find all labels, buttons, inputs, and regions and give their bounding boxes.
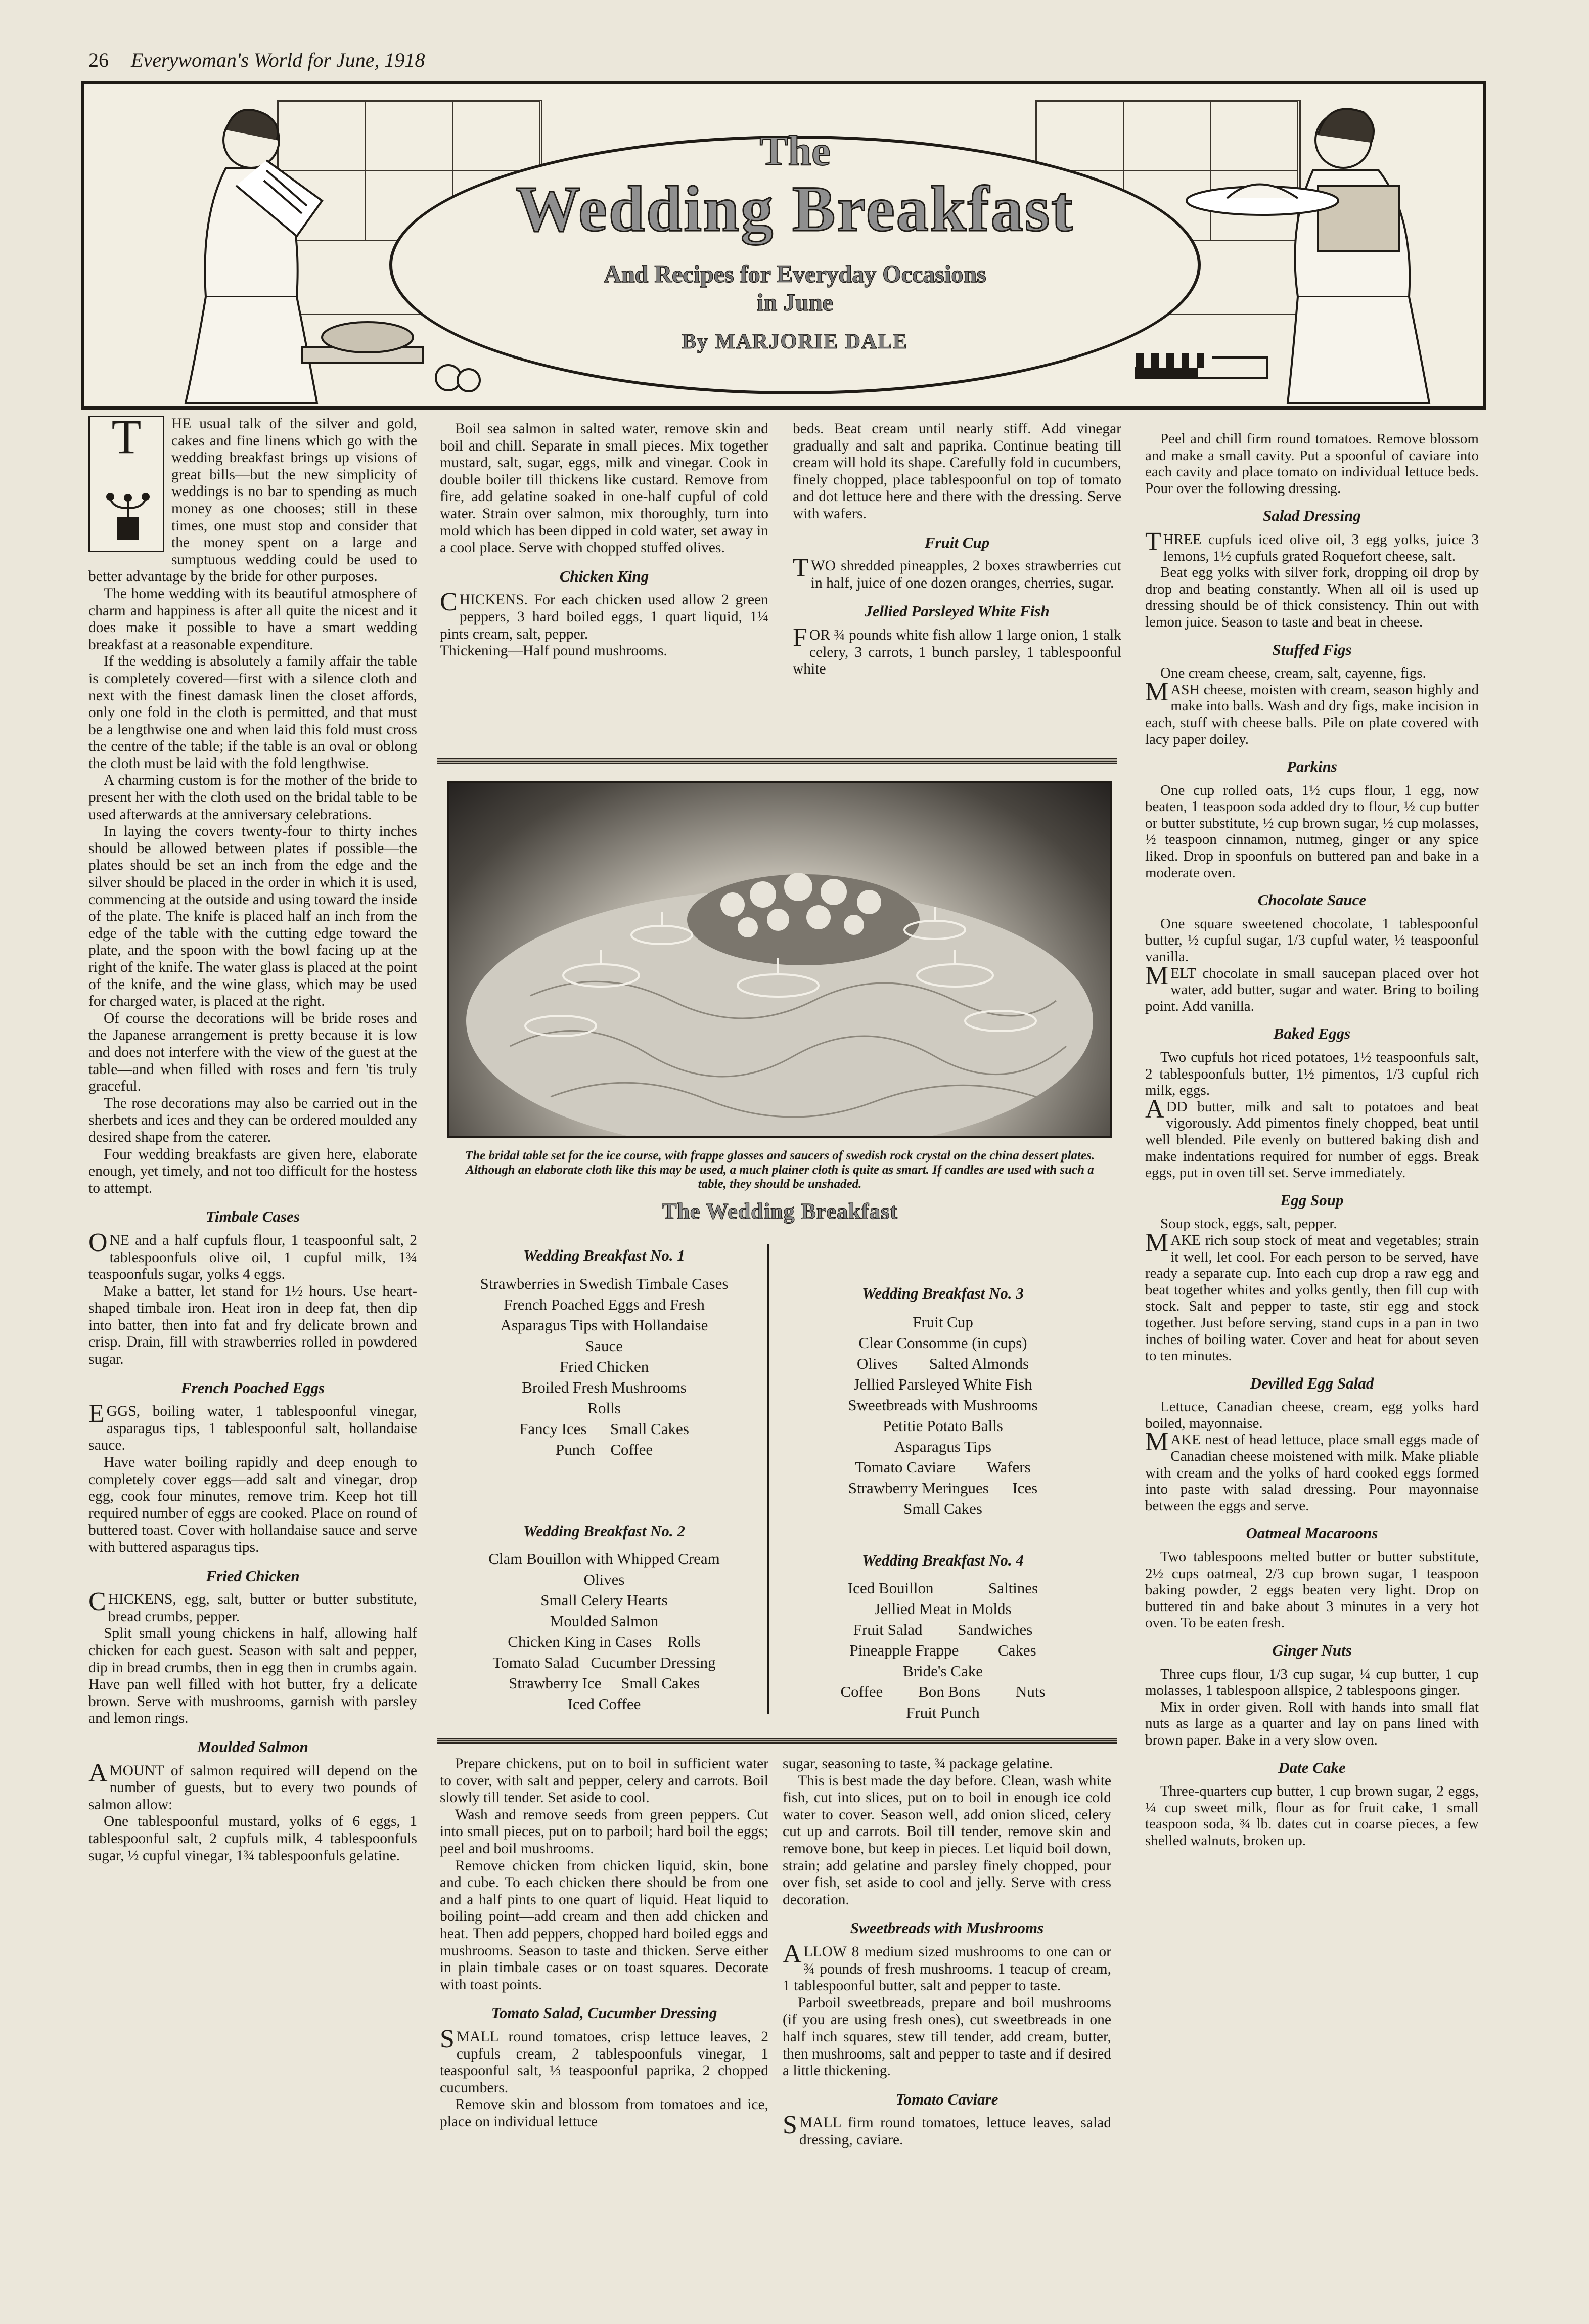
menu-item: Punch [555, 1441, 595, 1458]
subtitle [389, 260, 1201, 317]
recipe-heading: Egg Soup [1280, 1191, 1344, 1209]
recipe-text: MALL firm round tomatoes, lettuce leaves, salad dressing, caviare. [799, 2115, 1111, 2148]
recipe-method [1145, 677, 1479, 747]
intro-paragraph: HE usual talk of the silver and gold, cakes and fine linens which go with the wedding breakfast brings up visions of great bills—but the new simplicity of weddings is no bar to spending as much money as one chooses; still in these times, one must stop and consider that the money spent on a large and sumptuous wedding could be used to better advantage by the bride for other purposes. [88, 416, 417, 585]
menu-item: Petitie Potato Balls [883, 1417, 1003, 1435]
recipe-method: Parboil sweetbreads, prepare and boil mushrooms (if you are using fresh ones), cut sweetbreads in one half inch squares, stew till tender, add cream, butter, then mushrooms, salt and pepper to taste and if desired a little thickening. [783, 1994, 1111, 2079]
recipe-heading: Jellied Parsleyed White Fish [865, 602, 1050, 620]
menu-item-pair [440, 1418, 768, 1439]
recipe-method: Beat egg yolks with silver fork, dropping oil drop by drop and beating constantly. When all oil is used up dressing should be of thick consistency. Thin out with lemon juice. Season to taste and beat in cheese. [1145, 564, 1479, 630]
recipe-ingredients [88, 1228, 417, 1283]
menu-item: Clear Consomme (in cups) [858, 1334, 1027, 1352]
recipe-ingredients [1145, 527, 1479, 564]
menu-item: Sauce [585, 1337, 623, 1355]
candelabra-icon [103, 490, 153, 546]
section-rule [437, 1738, 1117, 1744]
column-3-top [793, 421, 1121, 678]
menu-item-pair [779, 1640, 1107, 1661]
menu-item: Bon Bons [918, 1683, 981, 1701]
recipe-method: Mix in order given. Roll with hands into small flat nuts as large as a quarter and lay on pans lined with brown paper. Bake in a very slow oven. [1145, 1699, 1479, 1748]
menu-item: Moulded Salmon [550, 1612, 659, 1630]
paragraph: Of course the decorations will be bride roses and the Japanese arrangement is pretty because it is low and does not interfere with the view of the guest at the table—and when filled with roses and fern 'tis truly graceful. [88, 1010, 417, 1095]
byline: By MARJORIE DALE [682, 330, 909, 353]
menu-item: Nuts [1015, 1683, 1046, 1701]
dropcap-small: T [1145, 527, 1161, 556]
recipe-ingredients [783, 1939, 1111, 1995]
menu-heading: Wedding Breakfast No. 4 [862, 1551, 1024, 1569]
recipe-ingredients [783, 2111, 1111, 2149]
menu-item-pair [779, 1619, 1107, 1640]
dropcap-box [88, 410, 164, 552]
menu-item: Small Celery Hearts [540, 1591, 668, 1609]
menu-item: Iced Coffee [567, 1695, 641, 1713]
recipe-heading: Timbale Cases [206, 1208, 300, 1226]
dropcap-small: S [440, 2024, 455, 2053]
recipe-heading: Chicken King [559, 567, 649, 585]
page-number: 26 [88, 49, 109, 71]
dropcap-small: E [88, 1399, 105, 1428]
recipe-method: Split small young chickens in half, allowing half chicken for each guest. Season with salt and pepper, dip in bread crumbs, then in egg then in crumbs again. Have pan well filled with hot butter, fry a delicate brown. Serve with mushrooms, garnish with parsley and lemon rings. [88, 1625, 417, 1727]
dropcap-small: A [88, 1758, 108, 1787]
paragraph: Peel and chill firm round tomatoes. Remove blossom and make a small cavity. Put a spoonful of caviare into each cavity and place tomato on individual lettuce beds. Pour over the following dressing. [1145, 431, 1479, 497]
recipe-method [1145, 1427, 1479, 1514]
menu-item: Fried Chicken [559, 1358, 649, 1375]
menu-item: Olives [856, 1355, 898, 1372]
recipe-heading: Sweetbreads with Mushrooms [850, 1919, 1044, 1937]
menu-2-items [440, 1548, 768, 1714]
menu-item-pair [779, 1478, 1107, 1498]
menu-item: Jellied Meat in Molds [874, 1600, 1012, 1618]
menu-item: Pineapple Frappe [849, 1641, 959, 1659]
recipe-text: DD butter, milk and salt to potatoes and beat vigorously. Add pimentos finely chopped, beat until well blended. Pile evenly on buttered baking dish and make indentations required for number of eggs. Break eggs, put in oven till set. Serve immediately. [1145, 1098, 1479, 1181]
menu-item: Strawberries in Swedish Timbale Cases [480, 1275, 729, 1292]
title-the: The [759, 127, 831, 174]
recipe-text: OR ¾ pounds white fish allow 1 large onion, 1 stalk celery, 3 carrots, 1 bunch parsley, 1 tablespoonful white [793, 627, 1121, 678]
recipe-ingredients [88, 1399, 417, 1454]
menu-item: Salted Almonds [929, 1355, 1029, 1372]
dropcap-small: A [1145, 1094, 1164, 1124]
recipe-text: NE and a half cupfuls flour, 1 teaspoonful salt, 2 tablespoonfuls olive oil, 1 cupful milk, 1¾ teaspoonfuls sugar, yolks 4 eggs. [88, 1232, 417, 1283]
recipe-heading: Salad Dressing [1263, 507, 1361, 525]
menu-item: Jellied Parsleyed White Fish [853, 1375, 1032, 1393]
menu-1-items [440, 1273, 768, 1460]
recipe-heading: Chocolate Sauce [1257, 891, 1367, 909]
dropcap-small: O [88, 1228, 108, 1257]
section-rule [437, 758, 1117, 764]
menu-item-pair [440, 1652, 768, 1673]
dropcap-small: M [1145, 677, 1169, 706]
menu-item: French Poached Eggs and Fresh [504, 1295, 705, 1313]
menu-heading: Wedding Breakfast No. 1 [523, 1246, 685, 1264]
menu-item-triple [779, 1681, 1107, 1702]
recipe-method [1145, 1228, 1479, 1364]
paragraph: Wash and remove seeds from green peppers. Cut into small pieces, put on to parboil; hard boil the eggs; peel and boil mushrooms. [440, 1806, 768, 1857]
menu-item-pair [779, 1578, 1107, 1598]
menu-item: Small Cakes [621, 1674, 700, 1692]
recipe-text: HREE cupfuls iced olive oil, 3 egg yolks, juice 3 lemons, 1½ cupfuls grated Roquefort cheese, salt. [1163, 531, 1479, 564]
recipe-text: AKE nest of head lettuce, place small eggs made of Canadian cheese moistened with milk. Make pliable with cream and the yolks of hard cooked eggs formed into paste with salad dressing. Pour mayonnaise between the eggs and serve. [1145, 1432, 1479, 1514]
menu-item: Olives [583, 1571, 625, 1588]
dropcap-small: T [793, 554, 809, 583]
recipe-method: Thickening—Half pound mushrooms. [440, 643, 667, 659]
dropcap-small: M [1145, 1228, 1169, 1257]
menu-item: Broiled Fresh Mushrooms [522, 1378, 687, 1396]
recipe-method [1145, 1094, 1479, 1181]
menu-item: Rolls [587, 1399, 621, 1417]
recipe-heading: Date Cake [1278, 1758, 1346, 1776]
table-setting-illustration [449, 783, 1110, 1136]
menu-item: Coffee [840, 1683, 883, 1701]
recipe-heading: French Poached Eggs [180, 1378, 325, 1397]
recipe-heading: Tomato Salad, Cucumber Dressing [491, 2004, 717, 2022]
menu-item: Fancy Ices [519, 1420, 587, 1438]
menus-title: The Wedding Breakfast [662, 1199, 898, 1224]
menu-item-pair [779, 1353, 1107, 1374]
recipe-text: AKE rich soup stock of meat and vegetables; strain it well, let cool. For each person to be served, have ready a separate cup. Into each cup drop a raw egg and beat together whites and yolks gently, then fill cup with stock. Salt and pepper to taste, stir egg and stock together. Just before serving, stand cups in a pan in two inches of boiling water. Cover and heat for about seven to ten minutes. [1145, 1232, 1479, 1364]
recipe-method: Remove skin and blossom from tomatoes and ice, place on individual lettuce [440, 2096, 768, 2130]
subtitle-line-1: And Recipes for Everyday Occasions [604, 261, 986, 288]
menu-item: Cucumber Dressing [591, 1653, 716, 1671]
dropcap-small: M [1145, 1427, 1169, 1457]
menu-item: Saltines [988, 1579, 1038, 1597]
menu-item-pair [440, 1439, 768, 1460]
recipe-heading: Moulded Salmon [197, 1737, 308, 1756]
recipe-method: One tablespoonful mustard, yolks of 6 eggs, 1 tablespoonful salt, 2 cupfuls milk, 4 tablespoonfuls sugar, ½ cupful vinegar, 1¾ tablespoonfuls gelatine. [88, 1813, 417, 1864]
menu-item: Iced Bouillon [847, 1579, 934, 1597]
recipe-text: WO shredded pineapples, 2 boxes strawberries cut in half, juice of one dozen oranges, cherries, sugar. [810, 558, 1121, 591]
paragraph: sugar, seasoning to taste, ¾ package gelatine. [783, 1756, 1053, 1772]
recipe-heading: Parkins [1287, 757, 1337, 776]
paragraph: Prepare chickens, put on to boil in sufficient water to cover, with salt and pepper, celery and carrots. Boil slowly till tender. Set aside to cool. [440, 1756, 768, 1806]
column-2-bottom [440, 1756, 768, 2130]
recipe-ingredients [88, 1758, 417, 1814]
menu-heading: Wedding Breakfast No. 3 [862, 1284, 1024, 1302]
menu-3-items [779, 1312, 1107, 1519]
menu-item: Bride's Cake [903, 1662, 983, 1680]
recipe-ingredients: One square sweetened chocolate, 1 tablespoonful butter, ½ cupful sugar, 1/3 cupful water, ½ teaspoonful vanilla. [1145, 915, 1479, 965]
recipe-heading: Stuffed Figs [1272, 640, 1352, 658]
bridal-table-photo [447, 781, 1112, 1138]
recipe-text: HICKENS. For each chicken used allow 2 green peppers, 3 hard boiled eggs, 1 quart liquid, 1¼ pints cream, salt, pepper. [440, 592, 768, 642]
recipe-ingredients: Two cupfuls hot riced potatoes, 1½ teaspoonfuls salt, 2 tablespoonfuls butter, 1½ pimentos, 1/3 cupful rich milk, eggs. [1145, 1049, 1479, 1099]
magazine-date: Everywoman's World for June, 1918 [131, 49, 425, 71]
recipe-ingredients [88, 1587, 417, 1625]
paragraph: In laying the covers twenty-four to thirty inches should be allowed between plates if possible—the plates should be set an inch from the edge and the silver should be placed in the order in which it is used, commencing at the outside and using toward the inside of the plate. The knife is placed half an inch from the edge of the table with the cutting edge toward the plate, and the spoon with the bowl facing up at the right of the knife. The water glass is placed at the point of the knife, and the wine glass, which may be used for charged water, is placed at the right. [88, 823, 417, 1010]
menu-item: Strawberry Ice [509, 1674, 602, 1692]
menu-item: Fruit Cup [913, 1313, 973, 1331]
menu-item: Strawberry Meringues [848, 1479, 989, 1497]
recipe-heading: Ginger Nuts [1272, 1641, 1352, 1659]
menu-item-pair [440, 1631, 768, 1652]
paragraph: A charming custom is for the mother of the bride to present her with the cloth used on the bridal table to be used afterwards at the anniversary celebrations. [88, 772, 417, 823]
dropcap-letter: T [111, 410, 142, 464]
menu-item: Small Cakes [903, 1500, 982, 1517]
recipe-text: MALL round tomatoes, crisp lettuce leaves, 2 cupfuls cream, 2 tablespoonfuls vinegar, 1 teaspoonful salt, ⅓ teaspoonful paprika, 2 chopped cucumbers. [440, 2028, 768, 2096]
photo-caption: The bridal table set for the ice course, with frappe glasses and saucers of swedish rock crystal on the china dessert plates. Although an elaborate cloth like this may be used, a much plainer cloth is quite as smart. If candles are used with such a table, they should be unshaded. [465, 1149, 1095, 1191]
dropcap-small: F [793, 622, 807, 652]
menu-4-items [779, 1578, 1107, 1723]
paragraph: Boil sea salmon in salted water, remove skin and boil and chill. Separate in small pieces. Mix together mustard, salt, sugar, eggs, milk and vinegar. Cook in double boiler till thickens like custard. Remove from fire, add gelatine soaked in one-half cupful of cold water. Strain over salmon, mix thoroughly, turn into mold which has been dipped in cold water, set away in a cool place. Serve with chopped stuffed olives. [440, 421, 768, 556]
menu-item: Tomato Salad [492, 1653, 579, 1671]
column-2-top [440, 421, 768, 660]
column-4 [1145, 431, 1479, 1849]
recipe-ingredients [793, 622, 1121, 678]
menu-item: Cakes [997, 1641, 1036, 1659]
menu-item: Chicken King in Cases [508, 1633, 652, 1650]
paragraph: The home wedding with its beautiful atmosphere of charm and happiness is after all quite the nicest and it does make it possible to have a smart wedding breakfast at a reasonable expenditure. [88, 585, 417, 653]
menu-item: Asparagus Tips [894, 1438, 992, 1455]
recipe-heading: Oatmeal Macaroons [1246, 1524, 1378, 1542]
recipe-text: MOUNT of salmon required will depend on the number of guests, but to every two pounds of salmon allow: [88, 1762, 417, 1813]
dropcap-small: C [88, 1587, 106, 1617]
subtitle-line-2: in June [757, 289, 833, 316]
recipe-method: Make a batter, let stand for 1½ hours. Use heart-shaped timbale iron. Heat iron in deep fat, then dip into batter, then into fat and fry delicate brown and crisp. Drain, fill with strawberries rolled in powdered sugar. [88, 1283, 417, 1368]
menu-item: Tomato Caviare [855, 1458, 956, 1476]
running-head [88, 48, 425, 72]
recipe-method [1145, 961, 1479, 1015]
menu-item: Asparagus Tips with Hollandaise [500, 1316, 708, 1334]
paragraph: Remove chicken from chicken liquid, skin, bone and cube. To each chicken there should be from one and a half pints to one quart of liquid. Heat liquid to boiling point—add cream and then add chicken and heat. Then add peppers, chopped hard boiled eggs and mushrooms. Season to taste and thicken. Serve either in plain timbale cases or on toast squares. Decorate with toast points. [440, 1857, 768, 1993]
menu-item: Rolls [667, 1633, 701, 1650]
recipe-heading: Fruit Cup [924, 533, 990, 551]
menu-item: Clam Bouillon with Whipped Cream [488, 1550, 720, 1568]
recipe-ingredients [440, 2024, 768, 2096]
recipe-heading: Fried Chicken [206, 1567, 300, 1585]
page-title: Wedding Breakfast [516, 173, 1074, 245]
menu-item: Fruit Salad [853, 1621, 923, 1638]
menu-item: Small Cakes [610, 1420, 689, 1438]
paragraph: If the wedding is absolutely a family affair the table is completely covered—first with a silence cloth and next with the finest damask linen the closet affords, only one fold in the cloth is permitted, and that must be a lengthwise one and when laid this fold must cross the centre of the table; if the table is an oval or oblong the cloth must be laid with the fold lengthwise. [88, 653, 417, 772]
recipe-heading: Tomato Caviare [895, 2090, 998, 2108]
recipe-text: Two tablespoons melted butter or butter substitute, 2½ cups oatmeal, 2/3 cup brown sugar, 1 teaspoon baking powder, 2 eggs beaten very light. Drop on buttered tin and bake about 3 minutes in a very hot oven. To be eaten fresh. [1145, 1549, 1479, 1631]
paragraph: The rose decorations may also be carried out in the sherbets and ices and they can be ordered moulded any desired shape from the caterer. [88, 1095, 417, 1145]
paragraph: This is best made the day before. Clean, wash white fish, cut into slices, put on to boil in enough ice cold water to cover. Season well, add onion sliced, celery cut up and carrots. Boil till tender, remove skin and remove bone, but keep in pieces. Let liquid boil down, strain; add gelatine and parsley finely chopped, pour over fish, set aside to cool and jelly. Serve with cress decoration. [783, 1772, 1111, 1908]
recipe-text: HICKENS, egg, salt, butter or butter substitute, bread crumbs, pepper. [108, 1591, 417, 1625]
paragraph: Four wedding breakfasts are given here, elaborate enough, yet timely, and not too difficult for the hostess to attempt. [88, 1146, 417, 1196]
checkered-cloth [1136, 353, 1212, 368]
recipe-text: ASH cheese, moisten with cream, season highly and make into balls. Wash and dry figs, make incision in each, stuff with cheese balls. Pile on plate covered with lacy paper doiley. [1145, 681, 1479, 747]
menu-item: Fruit Punch [906, 1704, 980, 1721]
recipe-text: GGS, boiling water, 1 tablespoonful vinegar, asparagus tips, 1 tablespoonful salt, hollandaise sauce. [88, 1403, 417, 1454]
column-1 [88, 410, 417, 1864]
dropcap-small: A [783, 1939, 802, 1969]
dropcap-small: M [1145, 961, 1169, 990]
menu-item: Wafers [986, 1458, 1031, 1476]
menu-item: Coffee [610, 1441, 653, 1458]
menu-item-pair [779, 1457, 1107, 1478]
menu-item: Ices [1012, 1479, 1038, 1497]
recipe-ingredients: Three cups flour, 1/3 cup sugar, ¼ cup butter, 1 cup molasses, 1 tablespoon allspice, 2 tablespoons ginger. [1145, 1666, 1479, 1699]
menu-item-pair [440, 1673, 768, 1693]
column-3-bottom [783, 1756, 1111, 2149]
recipe-text: LLOW 8 medium sized mushrooms to one can or ¾ pounds of fresh mushrooms. 1 teacup of cream, 1 tablespoonful butter, salt and pepper to taste. [783, 1943, 1111, 1994]
menu-item: Sandwiches [958, 1621, 1033, 1638]
recipe-ingredients [440, 588, 768, 643]
recipe-ingredients: One cream cheese, cream, salt, cayenne, figs. [1160, 665, 1426, 682]
recipe-ingredients: Lettuce, Canadian cheese, cream, egg yolks hard boiled, mayonnaise. [1145, 1399, 1479, 1432]
recipe-text: ELT chocolate in small saucepan placed over hot water, add butter, sugar and water. Bring to boiling point. Add vanilla. [1145, 965, 1479, 1014]
recipe-ingredients [793, 554, 1121, 592]
recipe-method: Have water boiling rapidly and deep enough to completely cover eggs—add salt and vinegar, drop egg, cook four minutes, remove trim. Keep hot till required number of eggs are cooked. Place on round of buttered toast. Cover with hollandaise sauce and serve with buttered asparagus tips. [88, 1454, 417, 1555]
recipe-ingredients: Soup stock, eggs, salt, pepper. [1160, 1216, 1337, 1232]
paragraph: beds. Beat cream until nearly stiff. Add vinegar gradually and salt and paprika. Continue beating till cream will hold its shape. Carefully fold in cucumbers, finely chopped, place tablespoonful on top of tomato and dot lettuce here and there with the dressing. Serve with wafers. [793, 421, 1121, 522]
recipe-heading: Devilled Egg Salad [1250, 1374, 1374, 1392]
dropcap-small: S [783, 2111, 797, 2140]
menu-heading: Wedding Breakfast No. 2 [523, 1522, 685, 1540]
dropcap-small: C [440, 588, 458, 617]
recipe-text: One cup rolled oats, 1½ cups flour, 1 egg, now beaten, 1 teaspoon soda added dry to flour, ½ cup butter or butter substitute, ½ cup brown sugar, ½ cup molasses, ½ teaspoon cinnamon, nutmeg, ginger or any spice liked. Drop in spoonfuls on buttered pan and bake in a moderate oven. [1145, 782, 1479, 881]
menu-item: Sweetbreads with Mushrooms [848, 1396, 1038, 1414]
recipe-heading: Baked Eggs [1273, 1024, 1351, 1043]
recipe-text: Three-quarters cup butter, 1 cup brown sugar, 2 eggs, ¼ cup sweet milk, flour as for fruit cake, 1 small teaspoon soda, ¾ lb. dates cut in coarse pieces, a few shelled walnuts, broken up. [1145, 1783, 1479, 1849]
